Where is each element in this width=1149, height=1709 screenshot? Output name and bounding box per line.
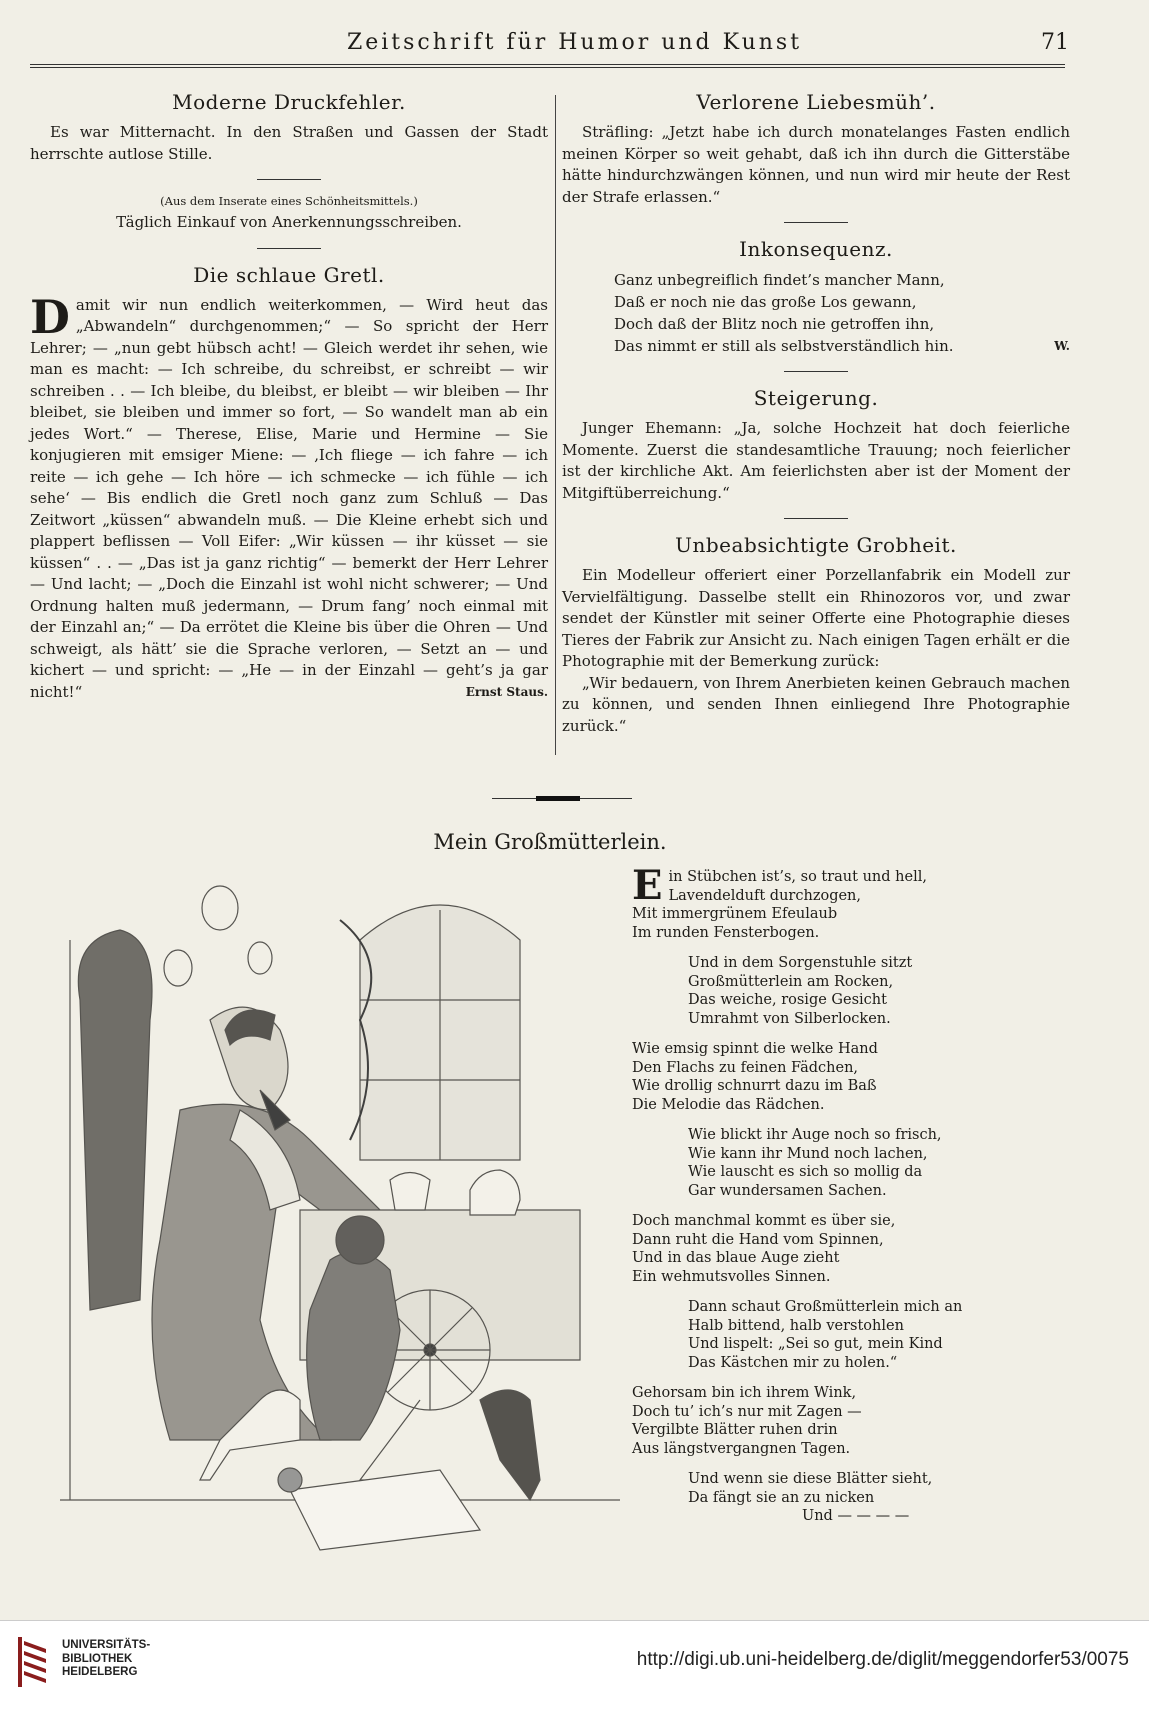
poem-line: Ein wehmutsvolles Sinnen.: [632, 1268, 831, 1285]
article-text: Junger Ehemann: „Ja, solche Hochzeit hat doch feierliche Momente. Zuerst die standesamtliche Trauung; noch feierlicher ist der kirchliche Akt. Am feierlichsten aber ist der Moment der Mitgiftüberreichung.“: [562, 419, 1070, 502]
verse: [562, 269, 1070, 357]
running-head: Zeitschrift für Humor und Kunst: [346, 30, 803, 55]
library-name: [62, 1639, 150, 1680]
left-column: [30, 82, 548, 703]
poem-line: Wie emsig spinnt die welke Hand: [632, 1041, 878, 1057]
verse-line: Daß er noch nie das große Los gewann,: [614, 293, 917, 311]
poem-line: Und in das blaue Auge zieht: [632, 1250, 840, 1266]
poem-stanza: [632, 1040, 1052, 1114]
poem-line: Wie kann ihr Mund noch lachen,: [688, 1145, 928, 1162]
grandmother-spinning-illustration: [60, 880, 620, 1560]
poem-line: Doch manchmal kommt es über sie,: [632, 1213, 896, 1229]
poem-line: Wie drollig schnurrt dazu im Baß: [632, 1078, 877, 1094]
poem-line: Und lispelt: „Sei so gut, mein Kind: [688, 1336, 943, 1352]
poem-line: Im runden Fensterbogen.: [632, 924, 820, 941]
poem-line: Gehorsam bin ich ihrem Wink,: [632, 1385, 857, 1401]
poem-line: Dann schaut Großmütterlein mich an: [688, 1299, 963, 1315]
poem-line-text: in Stübchen ist’s, so traut und hell,: [668, 869, 927, 885]
verse-line: Doch daß der Blitz noch nie getroffen ihn,: [614, 315, 935, 333]
page-number: 71: [1041, 30, 1069, 55]
poem-line: Aus längstvergangnen Tagen.: [632, 1440, 851, 1457]
section-divider-accent: [536, 796, 580, 801]
divider: [784, 518, 848, 519]
header-rule-2: [30, 67, 1065, 68]
article-title: Die schlaue Gretl.: [193, 262, 385, 287]
poem-line: Den Flachs zu feinen Fädchen,: [632, 1059, 859, 1076]
poem-line: Das weiche, rosige Gesicht: [688, 992, 887, 1008]
drop-cap: D: [30, 289, 70, 344]
poem-line: Die Melodie das Rädchen.: [632, 1096, 825, 1113]
poem-line: Mit immergrünem Efeulaub: [632, 906, 838, 922]
library-name-line: UNIVERSITÄTS-: [62, 1639, 151, 1651]
poem-line: Und in dem Sorgenstuhle sitzt: [688, 955, 913, 971]
author-signature: Ernst Staus.: [465, 684, 548, 699]
poem-stanza: [632, 862, 1052, 942]
poem-line: Halb bittend, halb verstohlen: [688, 1317, 904, 1334]
poem-line: Wie blickt ihr Auge noch so frisch,: [688, 1127, 942, 1143]
poem-stanza: [632, 1212, 1052, 1286]
article-title: Unbeabsichtigte Grobheit.: [675, 533, 957, 557]
poem-line: Wie lauscht es sich so mollig da: [688, 1164, 923, 1180]
poem-line: Lavendelduft durchzogen,: [668, 887, 862, 904]
article-source: (Aus dem Inserate eines Schönheitsmittels.): [160, 194, 418, 208]
poem: [632, 862, 1052, 1538]
verse-line-text: Das nimmt er still als selbstverständlich hin.: [614, 337, 954, 355]
header-rule: [30, 64, 1065, 65]
right-column: [562, 82, 1070, 737]
poem-stanza: [632, 1126, 1052, 1200]
poem-line: Und wenn sie diese Blätter sieht,: [688, 1471, 933, 1487]
poem-stanza: [632, 1470, 1052, 1526]
poem-line: Großmütterlein am Rocken,: [688, 973, 894, 990]
poem-stanza: [632, 954, 1052, 1028]
poem-line: Umrahmt von Silberlocken.: [688, 1010, 891, 1027]
divider: [784, 222, 848, 223]
library-logo-icon: [12, 1635, 52, 1689]
poem-line: Vergilbte Blätter ruhen drin: [632, 1422, 838, 1438]
verse-line: [562, 335, 1070, 357]
poem-line: Gar wundersamen Sachen.: [688, 1182, 887, 1199]
divider: [257, 179, 321, 180]
poem-line: Da fängt sie an zu nicken: [688, 1489, 875, 1506]
article-text: Ein Modelleur offeriert einer Porzellanfabrik ein Modell zur Vervielfältigung. Dasselbe stellt ein Rhinozoros vor, und zwar sendet der Künstler mit seiner Offerte eine Photographie dieses Tieres der Fabrik zur Ansicht zu. Nach einigen Tagen erhält er die Photographie mit der Bemerkung zurück:: [562, 566, 1070, 670]
article-text: Täglich Einkauf von Anerkennungsschreiben.: [116, 213, 462, 231]
library-name-line: BIBLIOTHEK: [62, 1652, 133, 1665]
article-text: Es war Mitternacht. In den Straßen und Gassen der Stadt herrschte autlose Stille.: [30, 123, 548, 163]
divider: [257, 248, 321, 249]
divider: [784, 371, 848, 372]
column-rule: [555, 95, 556, 755]
article-text: „Wir bedauern, von Ihrem Anerbieten keinen Gebrauch machen zu können, und senden Ihnen einliegend Ihre Photographie zurück.“: [562, 673, 1070, 735]
poem-stanza: [632, 1384, 1052, 1458]
article-body: amit wir nun endlich weiterkommen, — Wird heut das „Abwandeln“ durchgenommen;“ — So spricht der Herr Lehrer; — „nun gebt hübsch acht! — Gleich werdet ihr sehen, wie man es macht: — Ich schreibe, du schreibst, er schreibt — wir schreiben . . — Ich bleibe, du bleibst, er bleibt — wir bleiben — Ihr bleibet, sie bleiben und immer so fort, — So wandelt man ab ein jedes Wort.“ — Therese, Elise, Marie und Hermine — Sie konjugieren mit emsiger Miene: — ‚Ich fliege — ich fahre — ich reite — ich gehe — Ich höre — ich schmecke — ich fühle — ich sehe‘ — Bis endlich die Gretl noch ganz zum Schluß — Das Zeitwort „küssen“ abwandeln muß. — Die Kleine erhebt sich und plappert beflissen — Voll Eifer: „Wir küssen — ihr küsset — sie küssen“ . . — „Das ist ja ganz richtig“ — bemerkt der Herr Lehrer — Und lacht; — „Doch die Einzahl ist wohl nicht schwerer; — Und Ordnung halten muß jedermann, — Drum fang’ noch einmal mit der Einzahl an;“ — Da errötet die Kleine bis über die Ohren — Und schweigt, als hätt’ sie die Sprache verloren, — Setzt an — und kichert — und spricht: — „He — in der Einzahl — geht’s ja gar nicht!“: [30, 295, 548, 701]
footer-bar: [0, 1620, 1149, 1709]
poem-line: Das Kästchen mir zu holen.“: [688, 1354, 898, 1371]
article-text: [30, 289, 548, 704]
article-title: Moderne Druckfehler.: [172, 90, 406, 114]
author-signature: W.: [1054, 339, 1070, 353]
article-text: Sträfling: „Jetzt habe ich durch monatelanges Fasten endlich meinen Körper so weit gehabt, daß ich ihn durch die Gitterstäbe hätte hindurchzwängen können, und nun wird mir heute der Rest der Strafe erlassen.“: [562, 123, 1070, 206]
drop-cap: E: [632, 862, 663, 909]
library-name-line: HEIDELBERG: [62, 1666, 138, 1678]
poem-line: Doch tu’ ich’s nur mit Zagen —: [632, 1403, 862, 1420]
article-title: Inkonsequenz.: [739, 237, 893, 261]
poem-line: Dann ruht die Hand vom Spinnen,: [632, 1231, 884, 1248]
article-title: Verlorene Liebesmüh’.: [696, 90, 936, 114]
source-url-link[interactable]: http://digi.ub.uni-heidelberg.de/diglit/meggendorfer53/0075: [636, 1649, 1129, 1670]
article-title: Steigerung.: [753, 386, 879, 410]
poem-stanza: [632, 1298, 1052, 1372]
verse-line: Ganz unbegreiflich findet’s mancher Mann,: [614, 271, 945, 289]
poem-line: Und — — — —: [802, 1508, 910, 1524]
poem-title: Mein Großmütterlein.: [433, 830, 667, 854]
